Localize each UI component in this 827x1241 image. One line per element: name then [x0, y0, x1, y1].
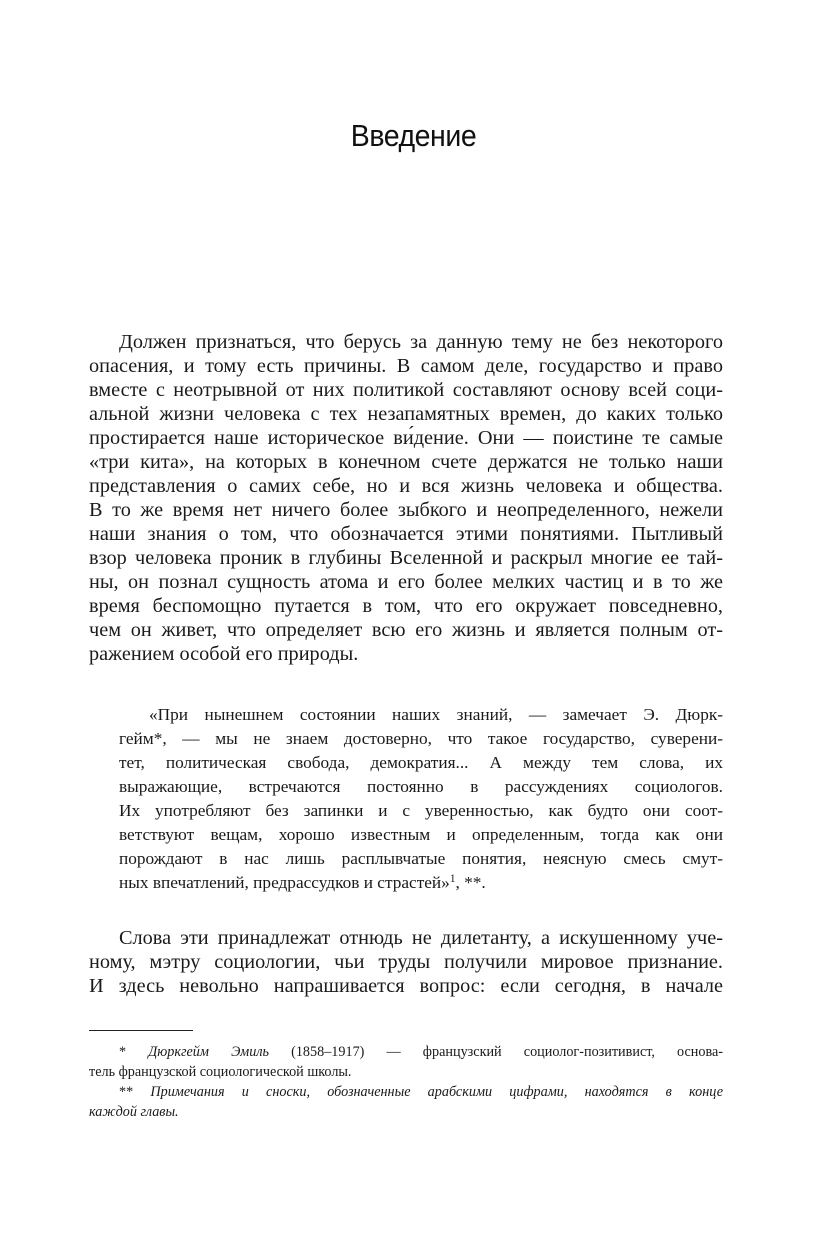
- quote-last-line: [119, 872, 723, 894]
- text-line: чем он живет, что определяет всю его жизнь и является полным от-: [89, 619, 723, 641]
- text-line: Должен признаться, что берусь за данную тему не без некоторого: [119, 331, 723, 353]
- quote-line: выражающие, встречаются постоянно в рассуждениях социологов.: [119, 777, 723, 796]
- footnote-2-line: [119, 1082, 723, 1102]
- text-line: ному, мэтру социологии, чьи труды получили мировое признание.: [89, 951, 723, 973]
- text-line: представления о самих себе, но и вся жизнь человека и общества.: [89, 475, 723, 497]
- quote-line: Их употребляют без запинки и с уверенностью, как будто они соот-: [119, 801, 723, 820]
- text-line: простирается наше историческое ви́дение. Они — поистине те самые: [89, 427, 723, 449]
- text-line: ражением особой его природы.: [89, 643, 359, 665]
- text-line: «три кита», на которых в конечном счете держатся не только наши: [89, 451, 723, 473]
- footnote-2-line-2: [89, 1102, 723, 1122]
- text-line: вместе с неотрывной от них политикой составляют основу всей соци-: [89, 379, 723, 401]
- footnote-text: каждой главы.: [89, 1104, 179, 1120]
- footnote-1-line-2: тель французской социологической школы.: [89, 1064, 352, 1080]
- footnote-marker: *: [119, 1044, 149, 1060]
- text-line: взор человека проник в глубины Вселенной и раскрыл многие ее тай-: [89, 547, 723, 569]
- text-line: время беспомощно путается в том, что его окружает повседневно,: [89, 595, 723, 617]
- text-line: И здесь невольно напрашивается вопрос: если сегодня, в начале: [89, 975, 723, 997]
- footnote-name: Дюркгейм Эмиль: [148, 1044, 269, 1060]
- footnote-refs: , **.: [455, 873, 486, 892]
- text-line: Слова эти принадлежат отнюдь не дилетанту, а искушенному уче-: [119, 927, 723, 949]
- footnote-divider: [89, 1030, 193, 1031]
- quote-line: тет, политическая свобода, демократия... А между тем слова, их: [119, 753, 723, 772]
- footnote-text: Примечания и сноски, обозначенные арабскими цифрами, находятся в конце: [150, 1084, 723, 1100]
- endnote-ref: 1: [449, 872, 456, 885]
- footnote-marker: **: [119, 1084, 151, 1100]
- text-line: наши знания о том, что обозначается этими понятиями. Пытливый: [89, 523, 723, 545]
- quote-line: гейм*, — мы не знаем достоверно, что такое государство, суверени-: [119, 729, 723, 748]
- quote-line: порождают в нас лишь расплывчатые понятия, неясную смесь смут-: [119, 849, 723, 868]
- quote-line: «При нынешнем состоянии наших знаний, — замечает Э. Дюрк-: [149, 705, 723, 724]
- text-line: ны, он познал сущность атома и его более мелких частиц и в то же: [89, 571, 723, 593]
- text-line: опасения, и тому есть причины. В самом деле, государство и право: [89, 355, 723, 377]
- text-line: В то же время нет ничего более зыбкого и неопределенного, нежели: [89, 499, 723, 521]
- quote-line: ных впечатлений, предрассудков и страстей»: [119, 873, 450, 892]
- quote-line: ветствуют вещам, хорошо известным и определенным, тогда как они: [119, 825, 723, 844]
- footnote-text: (1858–1917) — французский социолог-позитивист, основа-: [268, 1044, 724, 1060]
- text-line: альной жизни человека с тех незапамятных времен, до каких только: [89, 403, 723, 425]
- chapter-title: Введение: [350, 118, 477, 153]
- footnote-1-line: [119, 1042, 723, 1062]
